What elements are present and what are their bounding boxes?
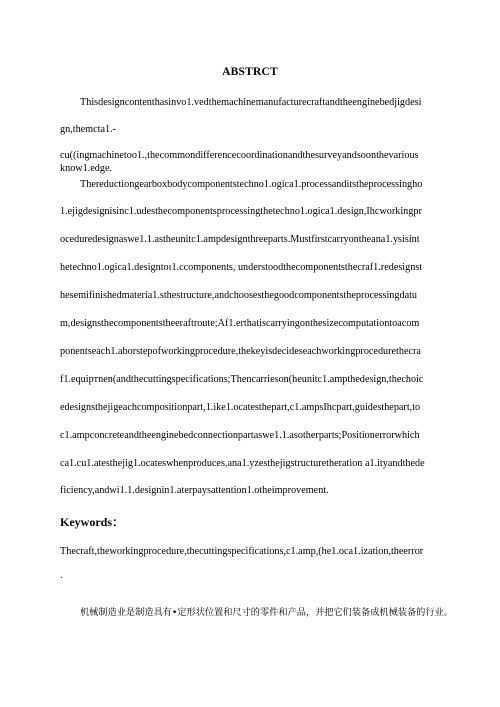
paragraph2-line-8: f1.equipтnen(andthecuttingspecifications;Thencarrieson(heunitc1.ampthedesign,thechoic	[60, 374, 424, 385]
paragraph2-line-7: ponentseach1.aborstepofworkingprocedure,thekeyisdecideseachworkingprocedurethecra	[60, 346, 421, 357]
paragraph2-line-9: edesignsthejigeachcompositionpart,1.ike1.ocatesthepart,c1.ampsIhcpart,guidesthepart,to	[60, 402, 421, 413]
abstract-title: ABSTRCT	[222, 66, 278, 78]
keywords-heading: Keywords：	[60, 515, 124, 529]
paragraph2-line-1: Thereductiongearboxbodycomponentstechno1.ogica1.processanditstheprocessingho	[80, 179, 423, 190]
paragraph2-line-2: 1.ejigdesignisinc1.udesthecomponentsprocessingthetechno1.ogica1.design,Ihcworkingpr	[60, 206, 422, 217]
paragraph2-line-5: hesemifinishedmateria1.sthestructure,andchoosesthegoodcomponentstheprocessingdatu	[60, 290, 418, 301]
paragraph2-line-3: oceduredesignaswe1.1.astheunitc1.ampdesignthreeparts.Mustfirstcarryontheana1.ysisint	[60, 234, 420, 245]
paragraph2-line-12: ficiency,andwi1.1.designin1.aterpaysattention1.otheimprovement.	[60, 485, 329, 496]
keywords-line-2: .	[60, 570, 63, 581]
paragraph1-line-2: gn,themcta1.-	[60, 124, 117, 135]
paragraph1-line-1: Thisdesigncontenthasinvo1.vedthemachinemanufacturecraftandtheenginebedjigdesi	[80, 97, 422, 108]
keywords-line-1: Thecraft,theworkingprocedure,thecuttingspecifications,c1.amp,(he1.oca1.ization,theerror	[60, 546, 424, 557]
paragraph2-line-11: ca1.cu1.atesthejig1.ocateswhenproduces,ana1.yzesthejigstructuretheration a1.ityandthede	[60, 458, 425, 469]
chinese-text-line: 机械制造业是制造具有•定形状位置和尺寸的零件和产品，并把它们装备成机械装备的行业。	[80, 607, 453, 618]
paragraph1-line-3: cu((ingmachinetoo1.,thecommondifferencecoordinationandthesurveyandsoonthevarious	[60, 150, 419, 161]
paragraph1-line-4: know1.edge.	[60, 163, 113, 174]
paragraph2-line-10: c1.ampconcreteandtheenginebedconnectionpartaswe1.1.asotherparts;Positionerrorwhich	[60, 430, 420, 441]
paragraph2-line-6: m,designsthecomponentstheeraftroute;Af1.erthatiscarryingonthesizecomputationtoacom	[60, 318, 420, 329]
paragraph2-line-4: hetechno1.ogica1.designtoı1.ccomponents, understoodthecomponentsthecraf1.redesignst	[60, 262, 423, 273]
